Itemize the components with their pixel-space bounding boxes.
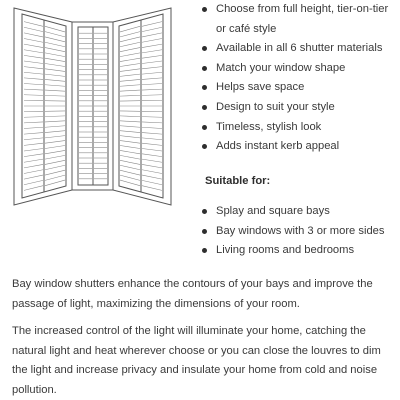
- louvre-slat: [120, 58, 140, 61]
- louvre-slat: [45, 48, 65, 52]
- louvre-slat: [120, 42, 140, 47]
- louvre-slat: [142, 154, 162, 157]
- louvre-slat: [120, 116, 140, 117]
- louvre-slat: [142, 78, 162, 80]
- louvre-slat: [120, 85, 140, 87]
- louvre-slat: [45, 32, 65, 37]
- louvre-slat: [120, 160, 140, 164]
- louvre-slat: [142, 164, 162, 167]
- louvre-slat: [120, 136, 140, 138]
- louvre-slat: [24, 138, 43, 140]
- louvre-slat: [120, 175, 140, 180]
- louvre-slat: [142, 180, 162, 184]
- louvre-slat: [120, 79, 140, 81]
- louvre-slat: [45, 155, 65, 159]
- louvre-slat: [45, 150, 65, 153]
- feature-item: Helps save space: [200, 78, 396, 98]
- louvre-slat: [24, 164, 43, 167]
- louvre-slat: [120, 155, 140, 159]
- louvre-slat: [120, 95, 140, 96]
- louvre-slat: [142, 186, 162, 191]
- louvre-slat: [142, 44, 162, 47]
- louvre-slat: [142, 95, 162, 96]
- louvre-slat: [142, 175, 162, 179]
- louvre-slat: [120, 53, 140, 57]
- feature-item: Match your window shape: [200, 59, 396, 79]
- louvre-slat: [24, 61, 43, 64]
- suitable-item: Splay and square bays: [200, 202, 396, 222]
- feature-item: Choose from full height, tier-on-tier or café style: [200, 0, 396, 39]
- louvre-slat: [45, 175, 65, 180]
- louvre-slat: [142, 159, 162, 162]
- louvre-slat: [120, 64, 140, 67]
- louvre-slat: [120, 121, 140, 122]
- louvre-slat: [45, 90, 65, 91]
- suitable-item: Living rooms and bedrooms: [200, 241, 396, 261]
- louvre-slat: [142, 61, 162, 64]
- louvre-slat: [24, 89, 43, 90]
- louvre-slat: [24, 149, 43, 152]
- louvre-slat: [45, 180, 65, 186]
- louvre-slat: [142, 138, 162, 140]
- feature-item: Timeless, stylish look: [200, 118, 396, 138]
- louvre-slat: [45, 64, 65, 67]
- louvre-slat: [24, 55, 43, 58]
- louvre-slat: [142, 170, 162, 174]
- louvre-slat: [120, 32, 140, 37]
- louvre-slat: [142, 22, 162, 27]
- louvre-slat: [142, 50, 162, 53]
- louvre-slat: [24, 39, 43, 43]
- louvre-slat: [45, 116, 65, 117]
- louvre-slat: [45, 53, 65, 57]
- louvre-slat: [142, 27, 162, 31]
- louvre-slat: [24, 33, 43, 37]
- suitable-list: [200, 202, 396, 261]
- louvre-slat: [120, 170, 140, 175]
- louvre-slat: [142, 117, 162, 118]
- louvre-slat: [120, 37, 140, 42]
- louvre-slat: [120, 180, 140, 186]
- louvre-slat: [24, 44, 43, 47]
- louvre-slat: [24, 95, 43, 96]
- louvre-slat: [45, 79, 65, 81]
- louvre-slat: [45, 131, 65, 133]
- louvre-slat: [24, 154, 43, 157]
- bay-window-shutters-illustration: [10, 0, 175, 215]
- louvre-slat: [24, 170, 43, 174]
- feature-item: Available in all 6 shutter materials: [200, 39, 396, 59]
- louvre-slat: [142, 55, 162, 58]
- louvre-slat: [45, 121, 65, 122]
- louvre-slat: [120, 165, 140, 170]
- louvre-slat: [45, 95, 65, 96]
- louvre-slat: [24, 84, 43, 85]
- louvre-slat: [120, 48, 140, 52]
- louvre-slat: [45, 85, 65, 87]
- suitable-item: Bay windows with 3 or more sides: [200, 222, 396, 242]
- louvre-slat: [45, 58, 65, 61]
- louvre-slat: [45, 37, 65, 42]
- louvre-slat: [120, 69, 140, 72]
- louvre-slat: [24, 67, 43, 69]
- louvre-slat: [120, 131, 140, 133]
- louvre-slat: [142, 67, 162, 69]
- louvre-slat: [45, 126, 65, 128]
- louvre-slat: [24, 78, 43, 80]
- louvre-slat: [45, 26, 65, 32]
- louvre-slat: [142, 72, 162, 74]
- louvre-slat: [120, 150, 140, 153]
- louvre-slat: [24, 175, 43, 179]
- feature-list: [200, 0, 396, 157]
- louvre-slat: [45, 74, 65, 76]
- louvre-slat: [24, 50, 43, 53]
- suitable-for-heading: Suitable for:: [205, 175, 271, 187]
- louvre-slat: [24, 122, 43, 123]
- louvre-slat: [45, 165, 65, 170]
- louvre-slat: [24, 72, 43, 74]
- louvre-slat: [142, 89, 162, 90]
- louvre-slat: [24, 180, 43, 184]
- louvre-slat: [45, 136, 65, 138]
- louvre-slat: [45, 141, 65, 144]
- louvre-slat: [45, 170, 65, 175]
- louvre-slat: [45, 160, 65, 164]
- louvre-slat: [45, 69, 65, 72]
- louvre-slat: [142, 127, 162, 128]
- louvre-slat: [142, 33, 162, 37]
- feature-item: Design to suit your style: [200, 98, 396, 118]
- louvre-slat: [142, 133, 162, 135]
- louvre-slat: [142, 122, 162, 123]
- louvre-slat: [120, 26, 140, 32]
- louvre-slat: [24, 159, 43, 162]
- louvre-slat: [142, 149, 162, 152]
- louvre-slat: [24, 127, 43, 128]
- louvre-slat: [120, 74, 140, 76]
- louvre-slat: [24, 22, 43, 27]
- louvre-slat: [24, 133, 43, 135]
- louvre-slat: [142, 39, 162, 43]
- louvre-slat: [24, 117, 43, 118]
- louvre-slat: [24, 143, 43, 145]
- louvre-slat: [142, 84, 162, 85]
- feature-item: Adds instant kerb appeal: [200, 137, 396, 157]
- louvre-slat: [120, 141, 140, 144]
- louvre-slat: [142, 143, 162, 145]
- louvre-slat: [120, 90, 140, 91]
- intro-paragraph: Bay window shutters enhance the contours of your bays and improve the passage of light, maximizing the dimensions of your room.: [12, 278, 373, 310]
- louvre-slat: [120, 146, 140, 149]
- louvre-slat: [45, 42, 65, 47]
- louvre-slat: [24, 186, 43, 191]
- louvre-slat: [24, 27, 43, 31]
- light-control-paragraph: The increased control of the light will illuminate your home, catching the natural light and heat wherever choose or you can close the louvres to dim the light and increase privacy and insulate your home from cold and noise pollution.: [12, 325, 381, 396]
- louvre-slat: [45, 146, 65, 149]
- louvre-slat: [120, 126, 140, 128]
